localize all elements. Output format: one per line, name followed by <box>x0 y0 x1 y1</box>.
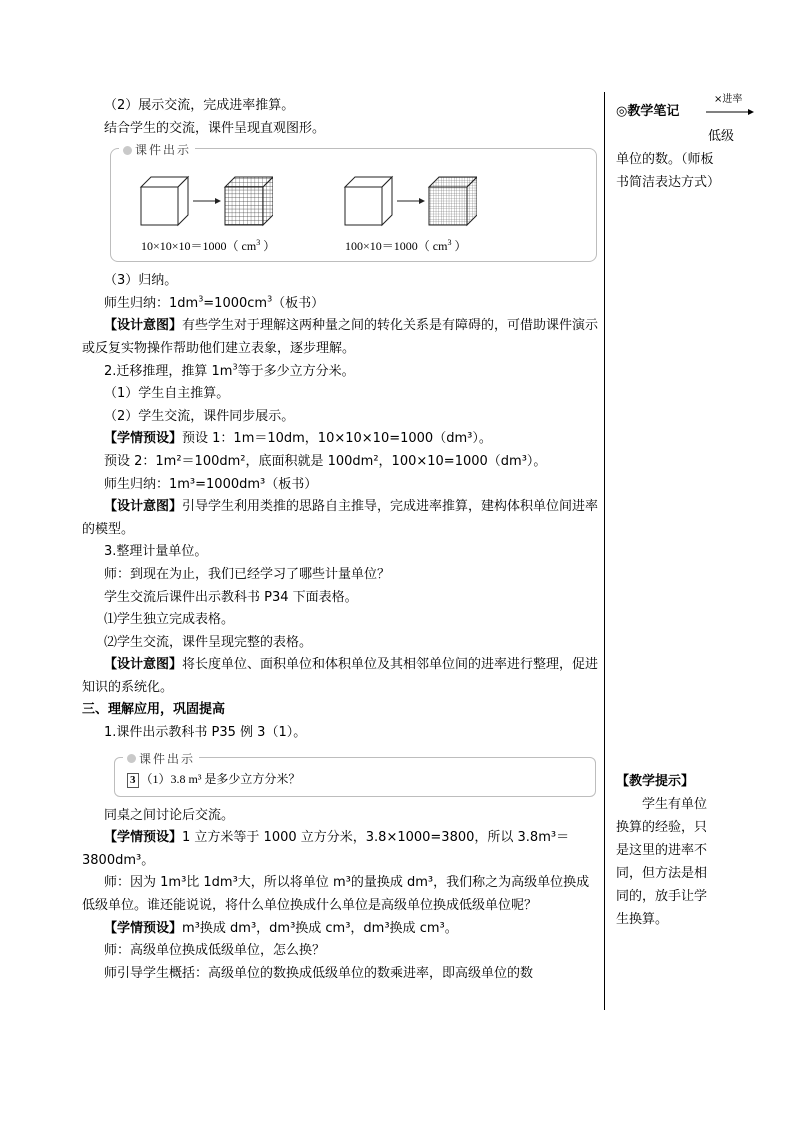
text-line: 师：高级单位换成低级单位，怎么换？ <box>104 943 326 959</box>
text-line: 预设 2：1m²＝100dm²，底面积就是 100dm²，100×10=1000（dm³）。 <box>104 453 547 469</box>
learning-preset-1: 【学情预设】预设 1：1m＝10dm，10×10×10=1000（dm³）。 <box>104 431 492 447</box>
tips-title: 【教学提示】 <box>616 774 695 789</box>
notes-line: 书简洁表达方式） <box>616 175 721 190</box>
formula-right: 100×10＝1000（ $cm^3$ ） <box>345 238 467 254</box>
tips-line: 是这里的进率不 <box>616 843 708 858</box>
learning-preset-4: 【学情预设】m³换成 dm³，dm³换成 cm³，dm³换成 cm³。 <box>104 920 458 936</box>
courseware-figure-2 <box>114 751 596 797</box>
right-arrow-icon <box>706 108 754 116</box>
learning-preset-3: 【学情预设】1 立方米等于 1000 立方分米，3.8×1000=3800，所以 3.8m³＝3800dm³。 <box>82 830 570 868</box>
notes-line: 单位的数。（师板 <box>616 152 714 167</box>
courseware-tag: 课件出示 <box>123 748 199 771</box>
formula-left: 10×10×10＝1000（ $cm^3$ ） <box>141 238 276 254</box>
teaching-notes <box>616 94 776 194</box>
design-intent-1: 【设计意图】有些学生对于理解这两种量之间的转化关系是有障碍的，可借助课件演示或反复实物操作帮助他们建立表象，逐步理解。 <box>82 318 599 356</box>
tag-dot-icon <box>127 754 136 763</box>
section-heading: 三、理解应用，巩固提高 <box>82 702 226 718</box>
text-line: 2.迁移推理，推算 $1m^3$等于多少立方分米。 <box>104 362 355 379</box>
design-intent-2: 【设计意图】引导学生利用类推的思路自主推导，完成进率推算，建构体积单位间进率的模型。 <box>82 499 599 537</box>
text-line: （1）学生自主推算。 <box>104 386 230 402</box>
text-line: ⑴学生独立完成表格。 <box>104 612 235 628</box>
unit-cube-to-grid-left <box>133 167 273 229</box>
notes-line: 低级 <box>708 129 735 144</box>
unit-cube-to-grid-right <box>337 167 477 229</box>
text-line: 1.课件出示教科书 P35 例 3（1）。 <box>104 725 307 741</box>
text-line: ⑵学生交流，课件呈现完整的表格。 <box>104 634 313 650</box>
margin-divider <box>604 92 605 1010</box>
courseware-figure-1 <box>110 143 597 262</box>
text-line: 学生交流后课件出示教科书 P34 下面表格。 <box>104 589 358 605</box>
text-line: 师：到现在为止，我们已经学习了哪些计量单位？ <box>104 566 391 582</box>
text-line: 师生归纳：$1dm^3=1000cm^3$（板书） <box>104 294 325 311</box>
text-line: 结合学生的交流，课件呈现直观图形。 <box>104 120 326 136</box>
text-line: 师：因为 1m³比 1dm³大，所以将单位 m³的量换成 dm³，我们称之为高级单位换成低级单位。谁还能说说，将什么单位换成什么单位是高级单位换成低级单位呢？ <box>82 875 590 914</box>
text-line: （2）展示交流，完成进率推算。 <box>104 98 295 113</box>
notes-title: ◎教学笔记 <box>616 104 680 119</box>
example-question: 3 （1）3.8 m³ 是多少立方分米？ <box>127 768 300 791</box>
text-line: （2）学生交流，课件同步展示。 <box>104 408 295 424</box>
teaching-tips <box>616 770 728 931</box>
courseware-tag: 课件出示 <box>119 139 195 162</box>
tag-dot-icon <box>123 146 132 155</box>
tips-line: 学生有单位 <box>642 797 708 812</box>
tips-line: 换算的经验，只 <box>616 820 708 835</box>
text-line: 3.整理计量单位。 <box>104 544 208 560</box>
tips-line: 同，但方法是相 <box>616 866 708 881</box>
text-line: 师生归纳：1m³=1000dm³（板书） <box>104 476 318 492</box>
example-number: 3 <box>127 773 139 788</box>
rate-label: ×进率 <box>714 94 743 105</box>
text-line: 同桌之间讨论后交流。 <box>104 807 235 823</box>
design-intent-3: 【设计意图】将长度单位、面积单位和体积单位及其相邻单位间的进率进行整理，促进知识的系统化。 <box>82 657 599 695</box>
tips-line: 生换算。 <box>616 912 669 927</box>
text-line: （3）归纳。 <box>104 273 178 289</box>
text-line: 师引导学生概括：高级单位的数换成低级单位的数乘进率，即高级单位的数 <box>104 965 534 981</box>
lesson-content <box>82 95 602 985</box>
tips-line: 同的，放手让学 <box>616 889 708 904</box>
